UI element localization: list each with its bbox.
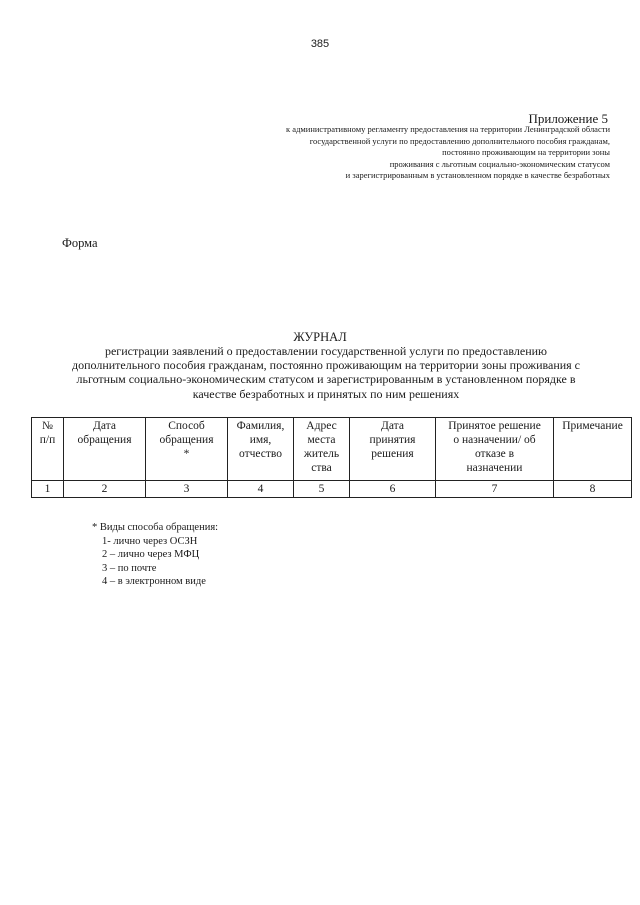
column-number-cell: 1 — [32, 481, 64, 498]
column-number-cell: 6 — [350, 481, 436, 498]
column-number-cell: 7 — [436, 481, 554, 498]
page-number: 385 — [310, 38, 330, 50]
header-cell-note: Примечание — [554, 418, 632, 481]
notes-item: 1- лично через ОСЗН — [102, 535, 198, 547]
journal-subtitle-line: качестве безработных и принятых по ним решениях — [192, 386, 460, 401]
header-cell-address: Адрес места житель ства — [294, 418, 350, 481]
journal-subtitle — [28, 344, 624, 401]
appendix-line: и зарегистрированным в установленном порядке в качестве безработных — [345, 170, 610, 181]
journal-table — [31, 417, 632, 498]
header-cell-decision-date: Дата принятия решения — [350, 418, 436, 481]
journal-subtitle-line: дополнительного пособия гражданам, постоянно проживающим на территории зоны проживания с — [71, 358, 581, 373]
column-number-cell: 4 — [228, 481, 294, 498]
header-cell-full-name: Фамилия, имя, отчество — [228, 418, 294, 481]
notes-item: 2 – лично через МФЦ — [102, 549, 200, 560]
header-cell-method: Способ обращения * — [146, 418, 228, 481]
appendix-description — [190, 124, 610, 182]
table-header-row — [32, 418, 632, 481]
appendix-title: Приложение 5 — [528, 111, 608, 126]
journal-subtitle-line: льготным социально-экономическим статусом и зарегистрированным в установленном порядке в — [76, 372, 576, 387]
notes-item: 4 – в электронном виде — [102, 576, 206, 587]
journal-subtitle-line: регистрации заявлений о предоставлении государственной услуги по предоставлению — [104, 344, 548, 358]
header-cell-date: Дата обращения — [64, 418, 146, 481]
header-cell-decision: Принятое решение о назначении/ об отказе в назначении — [436, 418, 554, 481]
journal-title: ЖУРНАЛ — [293, 330, 347, 344]
appendix-line: к административному регламенту предоставления на территории Ленинградской области — [286, 124, 610, 134]
appendix-line: государственной услуги по предоставлению дополнительного пособия гражданам, — [309, 135, 610, 146]
notes-item: 3 – по почте — [102, 562, 157, 574]
column-number-cell: 5 — [294, 481, 350, 498]
table-number-row — [32, 481, 632, 498]
form-label: Форма — [62, 236, 98, 250]
notes-title: * Виды способа обращения: — [92, 522, 219, 533]
column-number-cell: 3 — [146, 481, 228, 498]
column-number-cell: 8 — [554, 481, 632, 498]
header-cell-number: № п/п — [32, 418, 64, 481]
notes-block — [92, 521, 218, 589]
appendix-line: проживания с льготным социально-экономическим статусом — [389, 158, 610, 169]
appendix-line: постоянно проживающим на территории зоны — [442, 147, 610, 158]
column-number-cell: 2 — [64, 481, 146, 498]
